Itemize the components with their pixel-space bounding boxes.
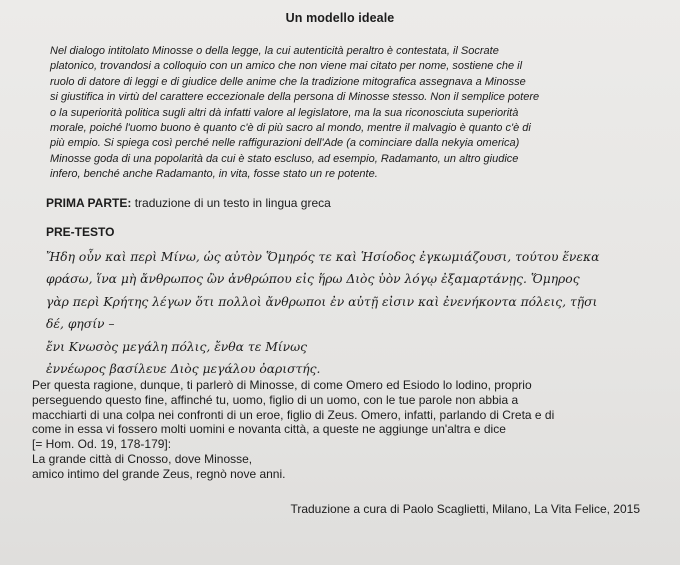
intro-line: ruolo di datore di leggi e di giudice delle anime che la tradizione mitografica assegnava a Minosse xyxy=(50,75,526,88)
translation-line: perseguendo questo fine, affinché tu, uomo, figlio di un uomo, con le tue parole non abbia a xyxy=(32,392,519,407)
intro-line: più empio. Si spiega così perché nelle raffigurazioni dell'Ade (a cominciare dalla nekyia omerica) xyxy=(50,137,520,150)
greek-line: Ἤδη οὖν καὶ περὶ Μίνω, ὡς αὐτὸν Ὅμηρός τε καὶ Ἡσίοδος ἐγκωμιάζουσι, τούτου ἕνεκα xyxy=(46,250,600,264)
citation-line: [= Hom. Od. 19, 178-179]: xyxy=(32,437,172,452)
translation-paragraph xyxy=(32,378,638,482)
intro-line: platonico, trovandosi a colloquio con un amico che non viene mai citato per nome, sostiene che il xyxy=(50,60,523,73)
greek-verse-line: ἐννέωρος βασίλευε Διὸς μεγάλου ὀαριστής. xyxy=(46,361,321,376)
translation-line: macchiarti di una colpa nei confronti di un eroe, figlio di Zeus. Omero, infatti, parlando di Creta e di xyxy=(32,407,555,422)
part-heading xyxy=(46,196,331,210)
intro-line: Minosse goda di una popolarità da cui è stato escluso, ad esempio, Radamanto, un altro giudice xyxy=(50,152,519,165)
greek-line: δέ, φησίν – xyxy=(46,317,115,332)
intro-paragraph xyxy=(50,44,646,183)
pretesto-heading: PRE-TESTO xyxy=(46,225,115,239)
greek-text xyxy=(46,246,646,380)
greek-verse-line: ἔνι Κνωσὸς μεγάλη πόλις, ἔνθα τε Μίνως xyxy=(46,339,308,354)
verse-line: La grande città di Cnosso, dove Minosse, xyxy=(32,451,253,466)
intro-line: o la superiorità politica sugli altri dà infatti valore al legislatore, ma la sua riconosciuta superiorità xyxy=(50,106,519,119)
part-label: PRIMA PARTE: xyxy=(46,196,132,210)
intro-line: infero, benché anche Radamanto, in vita, fosse stato un re potente. xyxy=(50,168,378,181)
intro-line: morale, poiché l'uomo buono è quanto c'è di più sacro al mondo, mentre il malvagio è quanto c'è di xyxy=(50,121,531,134)
greek-line: γὰρ περὶ Κρήτης λέγων ὅτι πολλοὶ ἄνθρωποι ἐν αὐτῇ εἰσιν καὶ ἐνενήκοντα πόλεις, τῇσι xyxy=(46,294,598,309)
part-description: traduzione di un testo in lingua greca xyxy=(134,196,331,210)
intro-line: si giustifica in virtù del carattere eccezionale della persona di Minosse stesso. Non il semplice potere xyxy=(50,91,540,104)
translation-line: Per questa ragione, dunque, ti parlerò di Minosse, di come Omero ed Esiodo lo lodino, proprio xyxy=(32,378,532,392)
intro-line: Nel dialogo intitolato Minosse o della legge, la cui autenticità peraltro è contestata, il Socrate xyxy=(50,45,499,57)
translation-credit: Traduzione a cura di Paolo Scaglietti, Milano, La Vita Felice, 2015 xyxy=(290,502,640,516)
translation-line: come in essa vi fossero molti uomini e novanta città, a queste ne aggiunge un'altra e dice xyxy=(32,422,506,437)
greek-line: φράσω, ἵνα μὴ ἄνθρωπος ὢν ἀνθρώπου εἰς ἥρω Διὸς ὑὸν λόγῳ ἐξαμαρτάνῃς. Ὅμηρος xyxy=(46,272,580,287)
page-title: Un modello ideale xyxy=(285,11,395,25)
verse-line: amico intimo del grande Zeus, regnò nove anni. xyxy=(32,466,286,481)
